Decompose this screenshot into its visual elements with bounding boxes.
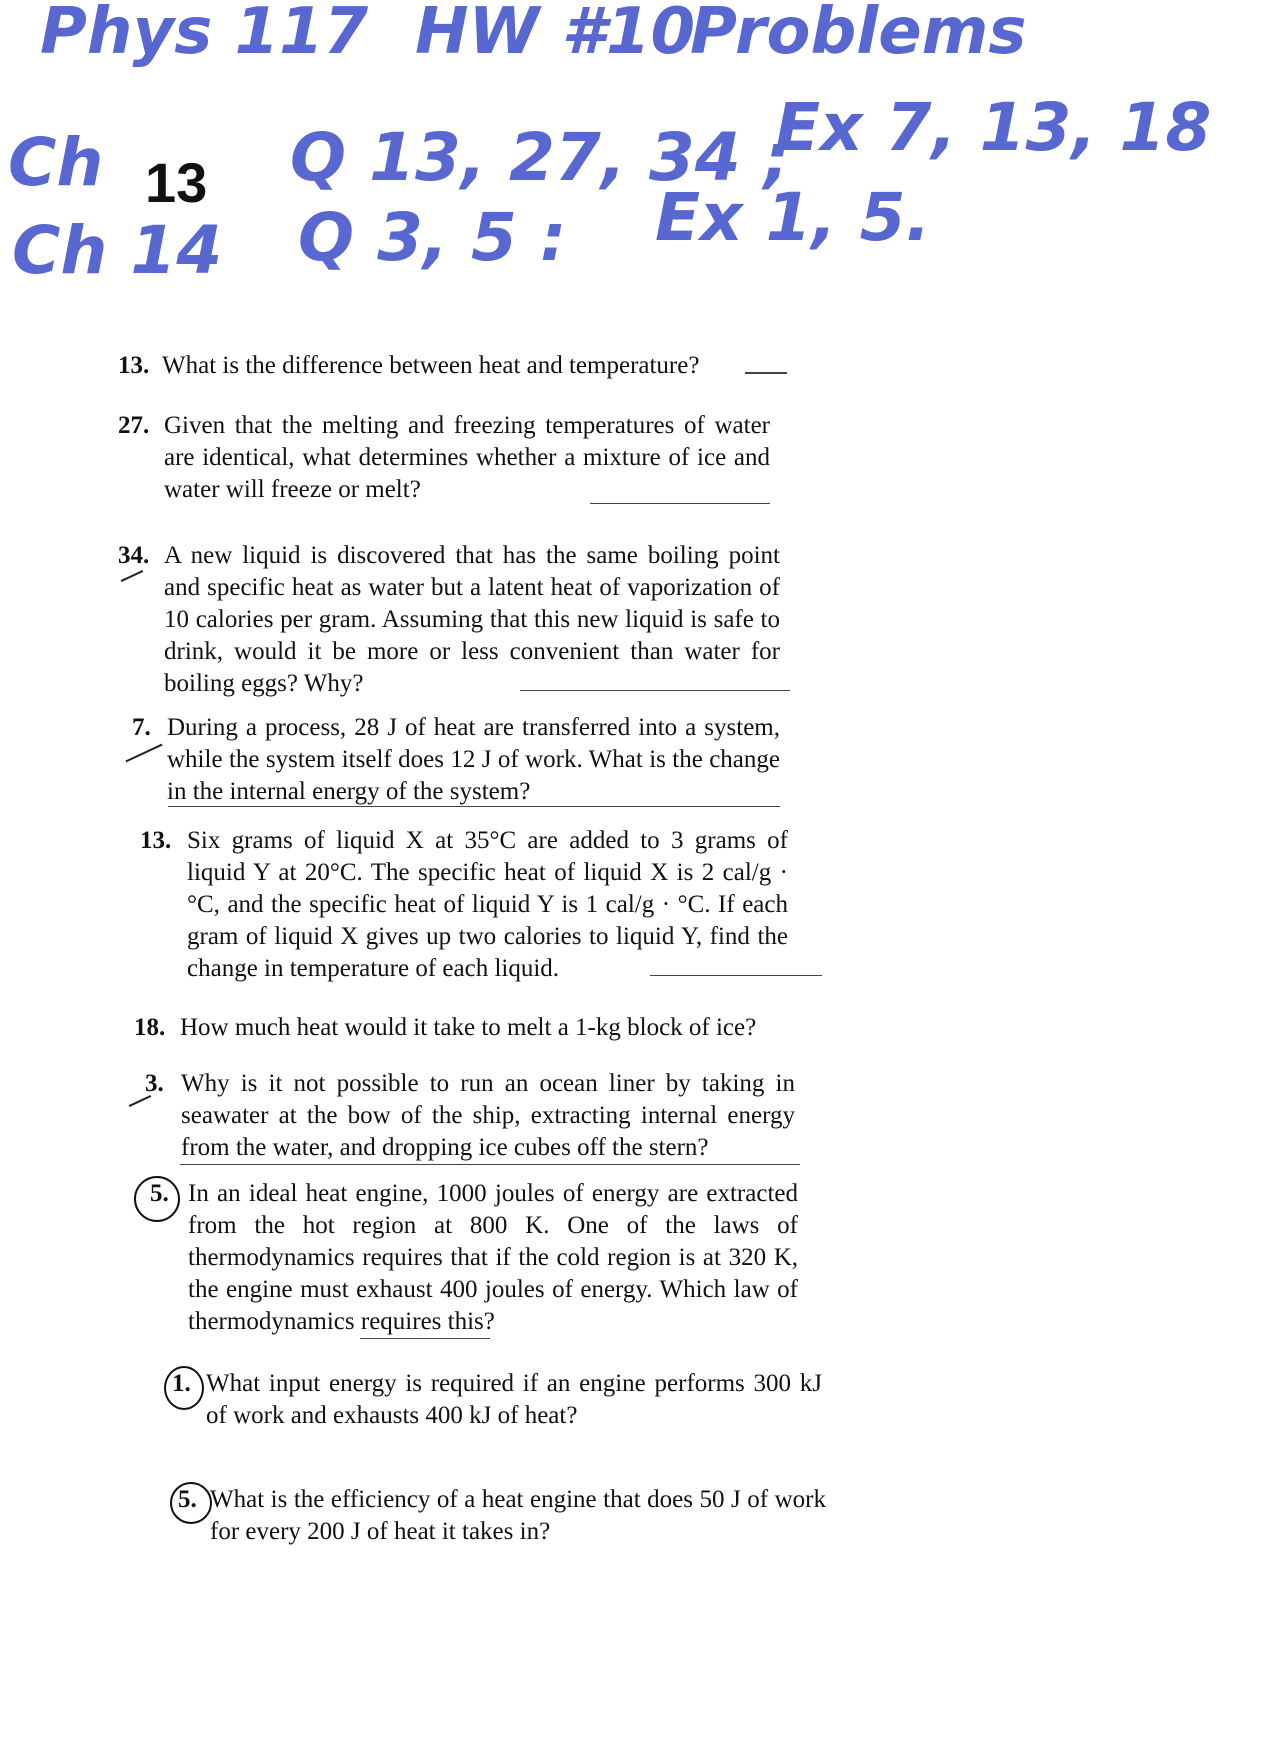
- problem-text: A new liquid is discovered that has the same boiling point and specific heat as water but a latent heat of vaporization of 10 calories per gram. Assuming that this new liquid is safe to drink, would it be more or less convenient than water for boiling eggs? Why?: [164, 542, 780, 697]
- handwritten-problems-word: Problems: [690, 0, 1027, 69]
- problem-number: 27.: [118, 412, 150, 439]
- handwritten-ch14-exercises: Ex 1, 5.: [655, 179, 931, 256]
- problem-text: What input energy is required if an engine performs 300 kJ of work and exhausts 400 kJ of heat?: [206, 1370, 822, 1429]
- typed-chapter-13: 13: [145, 151, 208, 214]
- problem-text: In an ideal heat engine, 1000 joules of energy are extracted from the hot region at 800 K. One of the laws of thermodynamics requires that if the cold region is at 320 K, the engine must exhaust 400 joules of energy. Which law of thermodynamics requires this?: [188, 1180, 798, 1335]
- handwritten-hw-number: HW #10: [415, 0, 696, 69]
- problem-text: What is the efficiency of a heat engine that does 50 J of work for every 200 J of heat it takes in?: [210, 1486, 826, 1545]
- circle-mark: [170, 1482, 212, 1524]
- exercise-ch13-7: [132, 712, 780, 808]
- handwritten-ch13-exercises: Ex 7, 13, 18: [775, 89, 1212, 166]
- problem-ch13-q34: [118, 540, 780, 700]
- handwritten-course: Phys 117: [40, 0, 369, 69]
- handwritten-ch14-label: Ch 14: [12, 212, 223, 289]
- problem-text: During a process, 28 J of heat are transferred into a system, while the system itself does 12 J of work. What is the change in the internal energy of the system?: [167, 714, 780, 805]
- circle-mark: [134, 1176, 180, 1222]
- handwritten-ch14-questions: Q 3, 5 :: [298, 199, 567, 276]
- problem-ch14-q3: [145, 1068, 795, 1164]
- problem-number: 13.: [118, 352, 150, 379]
- problem-number: 13.: [140, 827, 172, 854]
- answer-line: [180, 1164, 800, 1165]
- problem-ch13-q27: [118, 410, 770, 506]
- problem-ch13-q13: [118, 350, 798, 382]
- exercise-ch13-18: [134, 1012, 794, 1044]
- exercise-ch14-1: [172, 1368, 822, 1432]
- exercise-ch14-5: [178, 1484, 826, 1548]
- answer-line: [745, 372, 787, 374]
- problem-number: 3.: [145, 1070, 164, 1097]
- problem-ch14-q5: [150, 1178, 798, 1338]
- problem-text: Why is it not possible to run an ocean liner by taking in seawater at the bow of the ship, extracting internal energy from the water, and dropping ice cubes off the stern?: [181, 1070, 795, 1161]
- answer-line: [360, 1338, 490, 1339]
- problem-text: Given that the melting and freezing temperatures of water are identical, what determines whether a mixture of ice and water will freeze or melt?: [164, 412, 770, 503]
- answer-line: [168, 806, 780, 807]
- handwritten-ch13-questions: Q 13, 27, 34 ;: [290, 119, 791, 196]
- problem-text: What is the difference between heat and temperature?: [162, 352, 700, 379]
- problem-number: 7.: [132, 714, 151, 741]
- answer-line: [590, 503, 770, 504]
- problem-number: 18.: [134, 1014, 166, 1041]
- problem-number: 5.: [150, 1180, 169, 1207]
- problem-number: 5.: [178, 1486, 197, 1513]
- problem-text: How much heat would it take to melt a 1-kg block of ice?: [180, 1014, 757, 1041]
- answer-line: [650, 975, 822, 976]
- exercise-ch13-13: [140, 825, 788, 985]
- handwritten-ch13-prefix: Ch: [8, 124, 104, 201]
- problem-number: 1.: [172, 1370, 191, 1397]
- circle-mark: [164, 1366, 204, 1410]
- answer-line: [520, 690, 790, 691]
- problem-number: 34.: [118, 542, 150, 569]
- problem-text: Six grams of liquid X at 35°C are added to 3 grams of liquid Y at 20°C. The specific heat of liquid X is 2 cal/g · °C, and the specific heat of liquid Y is 1 cal/g · °C. If each gram of liquid X gives up two calories to liquid Y, find the change in temperature of each liquid.: [187, 827, 788, 982]
